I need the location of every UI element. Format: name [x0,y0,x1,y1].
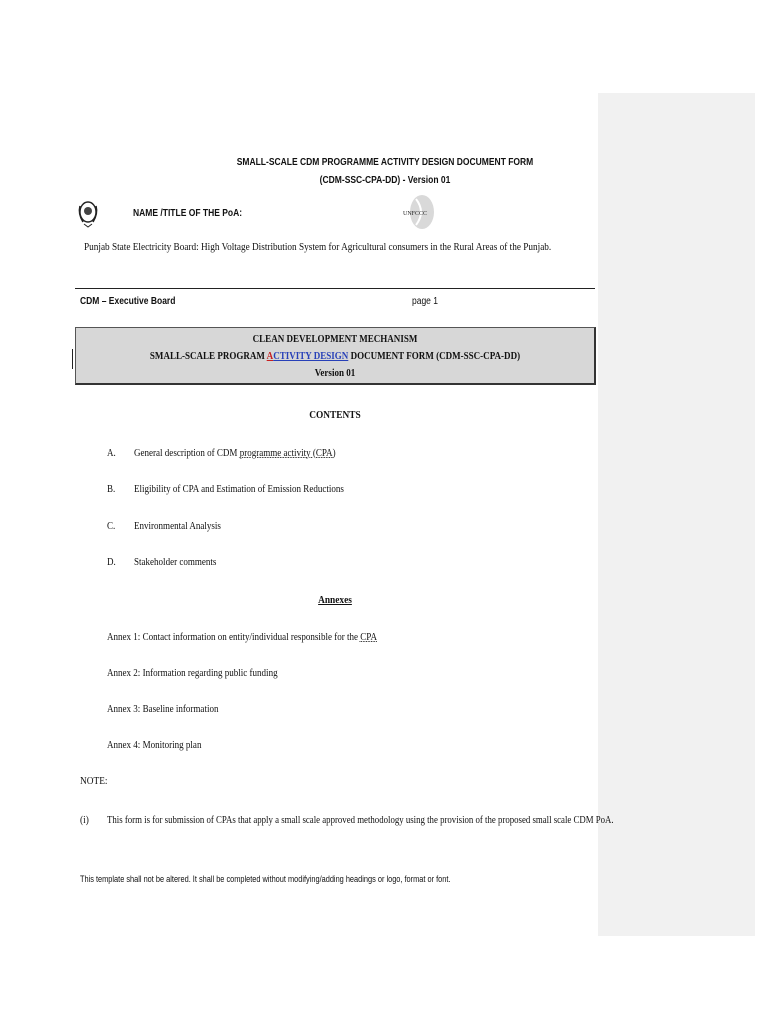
template-footer-note: This template shall not be altered. It shall be completed without modifying/adding headings or logo, format or font. [80,874,451,884]
page-number: page 1 [412,296,439,307]
box-form-name-pre: SMALL-SCALE PROGRAM [149,350,267,362]
box-heading: CLEAN DEVELOPMENT MECHANISM [252,333,418,345]
annex-item [107,667,278,679]
annex-item-underlined: CPA [360,631,377,643]
toc-item-underlined: programme activity (CPA) [239,447,336,459]
change-bar [72,349,73,369]
title-box [75,327,596,385]
annex-item-text: Annex 2: Information regarding public funding [107,667,278,679]
toc-letter: A. [107,447,116,459]
toc-letter: B. [107,483,116,495]
note-item-marker: (i) [80,814,89,826]
toc-item-text: Stakeholder comments [134,556,217,568]
toc-item-text: Eligibility of CPA and Estimation of Emission Reductions [134,483,344,495]
header-divider [75,288,595,289]
box-form-name-post: DOCUMENT FORM (CDM-SSC-CPA-DD) [348,350,521,362]
toc-item-text: General description of CDM [134,447,240,459]
unfccc-logo [402,193,436,231]
box-version: Version 01 [314,367,356,379]
note-label: NOTE: [80,775,108,787]
executive-board-label: CDM – Executive Board [80,296,176,307]
contents-heading: CONTENTS [309,409,361,421]
annex-item-text: Annex 3: Baseline information [107,703,219,715]
unfccc-logo-text: UNFCCC [403,211,428,217]
annex-item [107,739,201,751]
tracked-insert-blue: CTIVITY DESIGN [273,350,349,362]
toc-item [134,556,216,568]
annex-item-text: Annex 1: Contact information on entity/individual responsible for the [107,631,361,643]
annex-item [107,631,377,643]
box-form-name [123,350,548,362]
toc-item-text: Environmental Analysis [134,520,221,532]
form-subtitle: (CDM-SSC-CPA-DD) - Version 01 [319,175,451,186]
annexes-heading: Annexes [318,594,352,606]
annex-item [107,703,218,715]
toc-item [134,520,221,532]
annex-item-text: Annex 4: Monitoring plan [107,739,202,751]
poa-name-label: NAME /TITLE OF THE PoA: [133,208,243,219]
comment-pane [598,93,755,936]
un-emblem-icon [77,198,99,228]
poa-description: Punjab State Electricity Board: High Voltage Distribution System for Agricultural consumers in the Rural Areas of the Punjab. [84,241,552,253]
toc-letter: D. [107,556,116,568]
tracked-insert-red: A [266,350,274,362]
form-title: SMALL-SCALE CDM PROGRAMME ACTIVITY DESIGN DOCUMENT FORM [236,157,534,168]
toc-letter: C. [107,520,116,532]
note-item-text: This form is for submission of CPAs that apply a small scale approved methodology using the provision of the proposed small scale CDM PoA. [107,814,614,826]
toc-item [134,447,336,459]
toc-item [134,483,344,495]
